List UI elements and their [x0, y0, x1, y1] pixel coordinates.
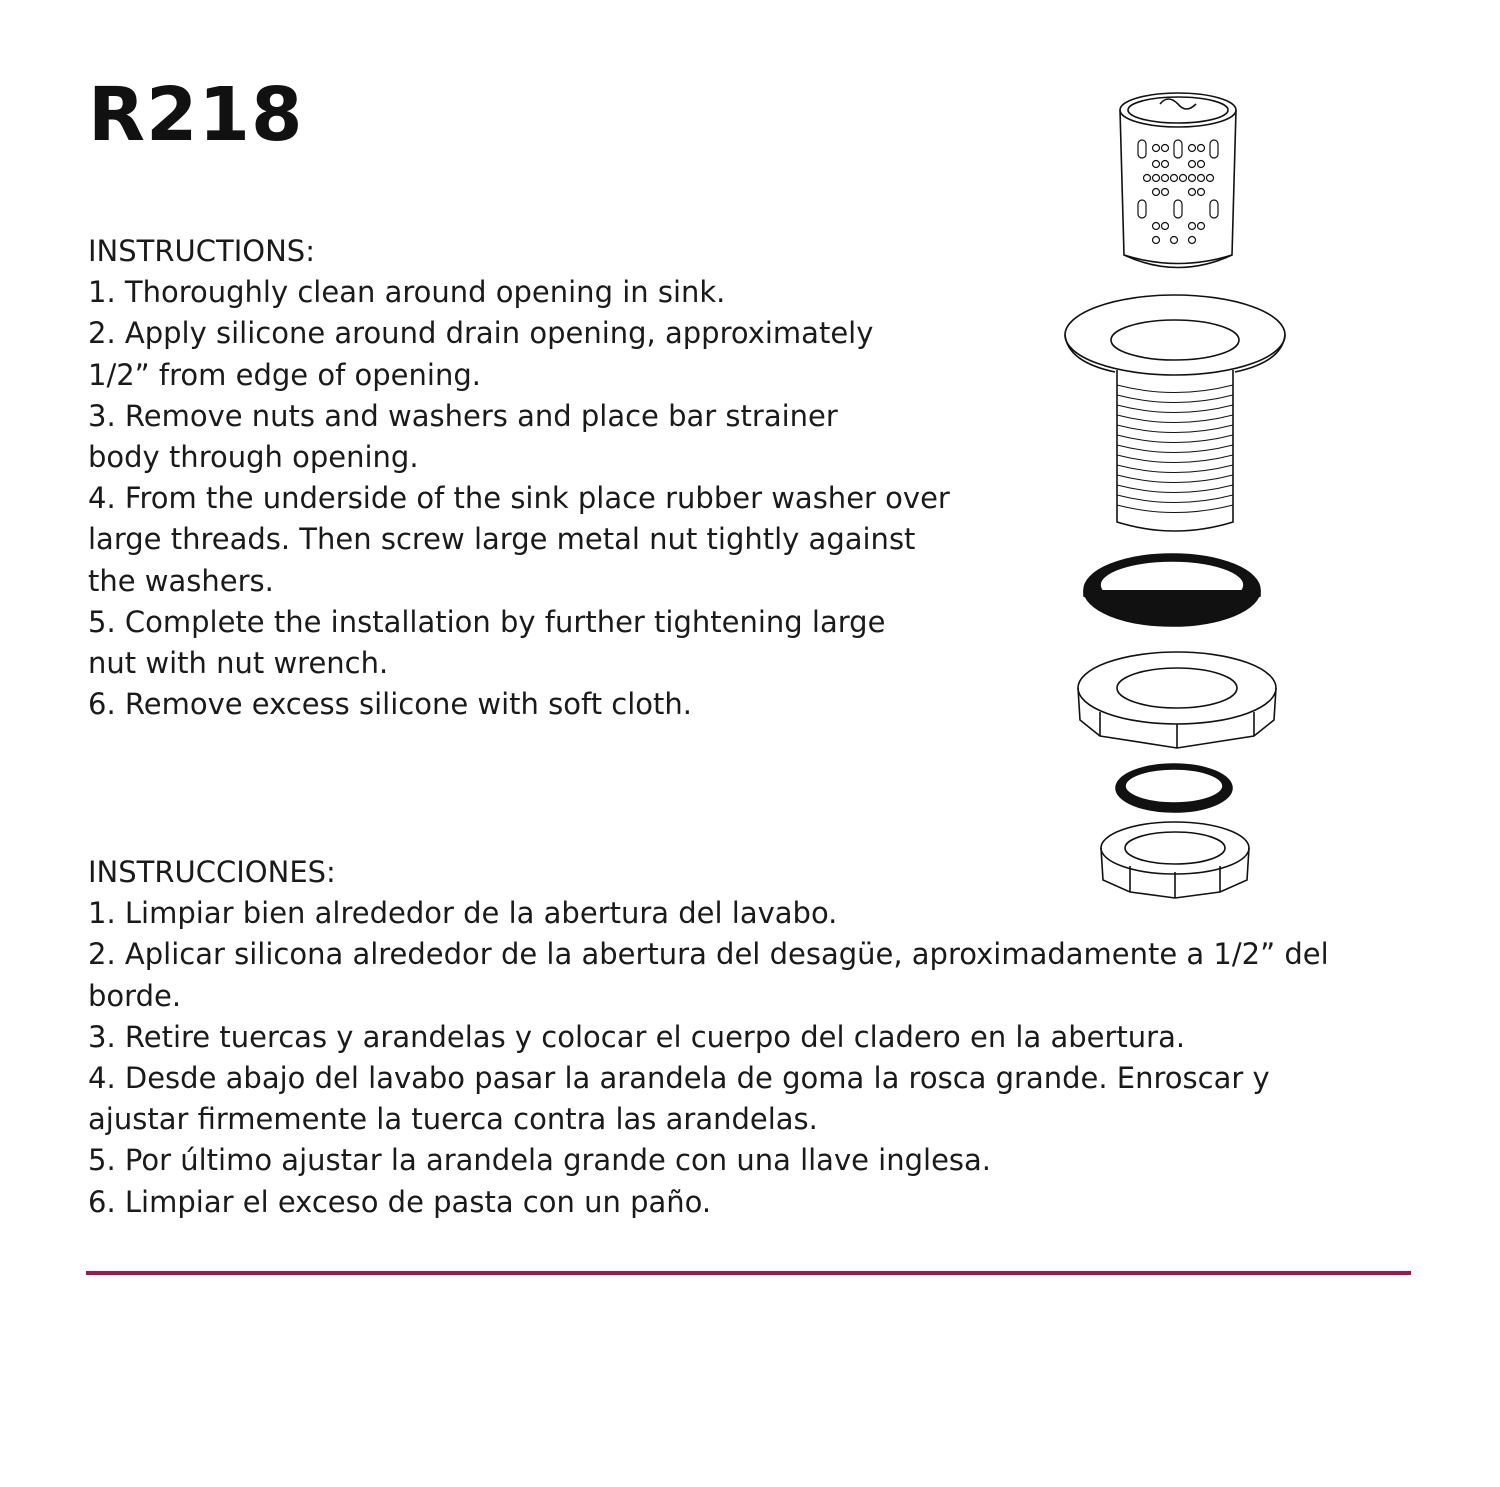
english-step-5: 5. Complete the installation by further tightening large nut with nut wrench. [88, 604, 886, 681]
english-heading: INSTRUCTIONS: [88, 234, 315, 268]
spanish-step-2: 2. Aplicar silicona alrededor de la abertura del desagüe, aproximadamente a 1/2” del borde. [88, 937, 1329, 1013]
english-step-2: 2. Apply silicone around drain opening, approximately 1/2” from edge of opening. [88, 316, 874, 392]
english-step-4: 4. From the underside of the sink place rubber washer over large threads. Then screw large metal nut tightly against the washers. [88, 481, 950, 598]
large-nut-illustration [1078, 652, 1276, 748]
accent-divider [86, 1271, 1411, 1275]
strainer-body-illustration [1065, 295, 1285, 531]
model-number-title: R218 [88, 72, 304, 158]
english-instructions [88, 231, 968, 725]
drain-assembly-diagram [1040, 80, 1320, 920]
rubber-washer-illustration [1084, 554, 1260, 626]
english-step-1: 1. Thoroughly clean around opening in sink. [88, 275, 726, 310]
strainer-basket-illustration [1120, 93, 1236, 268]
spanish-step-4: 4. Desde abajo del lavabo pasar la arandela de goma la rosca grande. Enroscar y ajustar firmemente la tuerca contra las arandelas. [88, 1061, 1270, 1137]
spanish-step-5: 5. Por último ajustar la arandela grande con una llave inglesa. [88, 1143, 992, 1178]
coupling-nut-illustration [1101, 822, 1249, 898]
spanish-heading: INSTRUCCIONES: [88, 855, 336, 889]
small-washer-illustration [1116, 764, 1232, 812]
spanish-step-6: 6. Limpiar el exceso de pasta con un paño. [88, 1184, 712, 1219]
spanish-step-1: 1. Limpiar bien alrededor de la abertura del lavabo. [88, 896, 838, 931]
english-step-3: 3. Remove nuts and washers and place bar strainer body through opening. [88, 398, 838, 475]
spanish-step-3: 3. Retire tuercas y arandelas y colocar el cuerpo del cladero en la abertura. [88, 1019, 1186, 1054]
english-step-6: 6. Remove excess silicone with soft cloth. [88, 687, 693, 722]
